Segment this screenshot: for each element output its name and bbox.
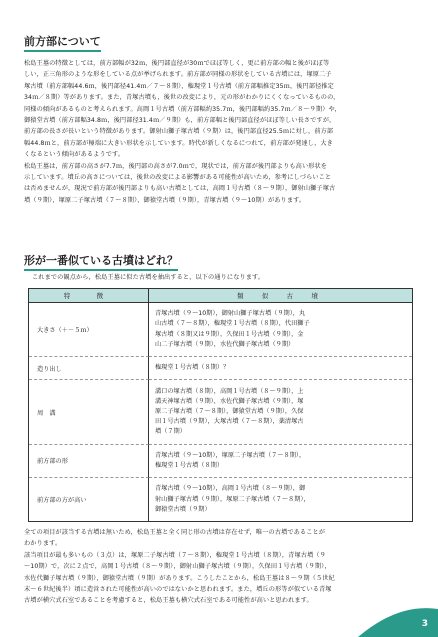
tomb-line: 射山獅子塚古墳（９期），塚原二子塚古墳（７～８期），	[155, 495, 310, 503]
text-line: 古墳が横穴式石室であることを考慮すると，松島王墓も横穴式石室である可能性が高いと思われます。	[24, 597, 313, 605]
tomb-line: 田１号古墳（９期），大塚古墳（７～８期），薬清塚古	[155, 418, 304, 426]
text-line: 御猿堂古墳（前方部幅34.8ｍ，後円部径31.4ｍ／９期）も，前方部幅と後円部直径がほぼ等しい長さですが，	[24, 117, 336, 125]
text-line: しい，正三角形のような形をしている点が挙げられます。前方部が同様の形状をしている古墳には，塚原二子	[24, 71, 332, 79]
tomb-line: 溝口の塚古墳（８期），高岡１号古墳（８～９期），上	[155, 387, 304, 395]
tomb-line: 青塚古墳（９～10期），御射山獅子塚古墳（９期），丸	[155, 310, 306, 318]
page-number: 3	[421, 619, 428, 629]
section-title: 前方部について	[24, 33, 101, 52]
table-row-feature: 前方部の方が高い	[29, 478, 149, 521]
text-line: 該当項目が最も多いもの（３点）は，塚原二子塚古墳（７～８期），権現堂１号古墳（８期），青塚古墳（９	[24, 551, 326, 559]
section2-intro: これまでの観点から，松島王墓に似た古墳を抽出すると，以下の通りになります。	[32, 274, 265, 281]
table-row-feature: 造り出し	[29, 357, 149, 380]
tomb-line: 青塚古墳（９～10期），高岡１号古墳（８～９期），御	[155, 485, 306, 493]
text-line: 全ての項目が該当する古墳は無いため，松島王墓と全く同じ形の古墳は存在せず，唯一の古墳であることが	[24, 529, 326, 536]
tomb-line: 権現堂１号古墳（８期）	[155, 461, 224, 469]
closing-text	[24, 527, 414, 607]
text-line: 34ｍ／８期）等があります。また，青塚古墳も，後世の改変により，元の形がわかりにくくなっているものの，	[24, 94, 340, 102]
table-row-tombs	[149, 445, 412, 479]
tomb-line: 墳（７期）	[155, 428, 186, 436]
table-row-feature: 大きさ（＋－５ｍ）	[29, 303, 149, 357]
section-heading-zenpoubu	[24, 33, 101, 52]
text-line: くなるという傾向があるようです。	[24, 151, 125, 159]
text-line: は否めませんが，現況で前方部が後円部よりも高い古墳としては，高岡１号古墳（８～９期），御射山獅子塚古	[24, 185, 336, 193]
table-header-tombs: 類 似 古 墳	[149, 289, 412, 303]
text-line: 松島王墓は，前方部の高さが7.7ｍ，後円部の高さが7.0ｍで，現状では，前方部が後円部よりも高い形状を	[24, 162, 328, 170]
similar-tomb-table	[28, 288, 413, 522]
table-row-feature: 周 溝	[29, 380, 149, 444]
table-header-feature: 特 徴	[29, 289, 149, 303]
tomb-line: 塚古墳（８期又は９期），久保田１号古墳（９期），金	[155, 330, 304, 338]
text-line: 幅44.8ｍと，前方部が極端に大きい形状を示しています。時代が新しくなるにつれて，前方部が発達し，大き	[24, 139, 333, 147]
tomb-line: 山古墳（７～８期），権現堂１号古墳（８期），代田獅子	[155, 320, 310, 328]
tomb-line: 権現堂１号古墳（８期）？	[155, 364, 230, 372]
text-line: 同様の傾向があるものと考えられます。高岡１号古墳（前方部幅約35.7ｍ，後円部幅約35.7ｍ／８～９期）や，	[24, 105, 341, 113]
table-row-feature: 前方部の形	[29, 445, 149, 479]
table-row-tombs	[149, 478, 412, 521]
text-line: 松島王墓の特徴としては，前方部幅が32ｍ，後円部直径が30ｍでほぼ等しく，更に前方部の幅と後がほぼ等	[24, 60, 330, 67]
text-line: 前方部の長さが長いという特徴があります。御射山獅子塚古墳（９期）は，後円部直径25.5ｍに対し，前方部	[24, 128, 334, 136]
text-line: 墳（９期），塚原二子塚古墳（７～８期），御猿堂古墳（９期），青塚古墳（９～10期）があります。	[24, 196, 306, 204]
tomb-line: 原二子塚古墳（７～８期），御猿堂古墳（９期），久保	[155, 407, 304, 415]
tomb-line: 青塚古墳（９～10期），塚原二子塚古墳（７～８期），	[155, 451, 306, 459]
section-title: 形が一番似ている古墳はどれ？	[24, 252, 178, 271]
table-row-tombs	[149, 380, 412, 444]
text-line: 水佐代獅子塚古墳（９期），御猿堂古墳（９期）があります。こうしたことから，松島王墓は８～９期（５世紀	[24, 574, 335, 582]
tomb-line: 御猿堂古墳（９期）	[155, 505, 211, 513]
text-line: ～10期）で，次に２点で，高岡１号古墳（８～９期），御射山獅子塚古墳（９期），久保田１号古墳（９期），	[24, 563, 331, 571]
text-line: わかります。	[24, 540, 62, 548]
section-heading-similar	[24, 252, 178, 271]
section1-body	[24, 58, 414, 206]
table-row-tombs	[149, 357, 412, 380]
text-line: 末～６世紀後半）頃に造営された可能性が高いのではないかと思われます。また，墳丘の形等が似ている青塚	[24, 586, 332, 594]
tomb-line: 山二子塚古墳（９期），水佐代獅子塚古墳（９期）	[155, 340, 295, 348]
text-line: 示しています。墳丘の高さについては，後世の改変による影響がある可能性が高いため，参考にしづらいこと	[24, 174, 332, 182]
text-line: 塚古墳（前方部幅44.6ｍ，後円部径41.4ｍ／７～８期），権現堂１号古墳（前方部幅推定35ｍ，後円部径推定	[24, 82, 334, 90]
table-row-tombs	[149, 303, 412, 357]
tomb-line: 溝天神塚古墳（９期），水佐代獅子塚古墳（９期），塚	[155, 397, 304, 405]
